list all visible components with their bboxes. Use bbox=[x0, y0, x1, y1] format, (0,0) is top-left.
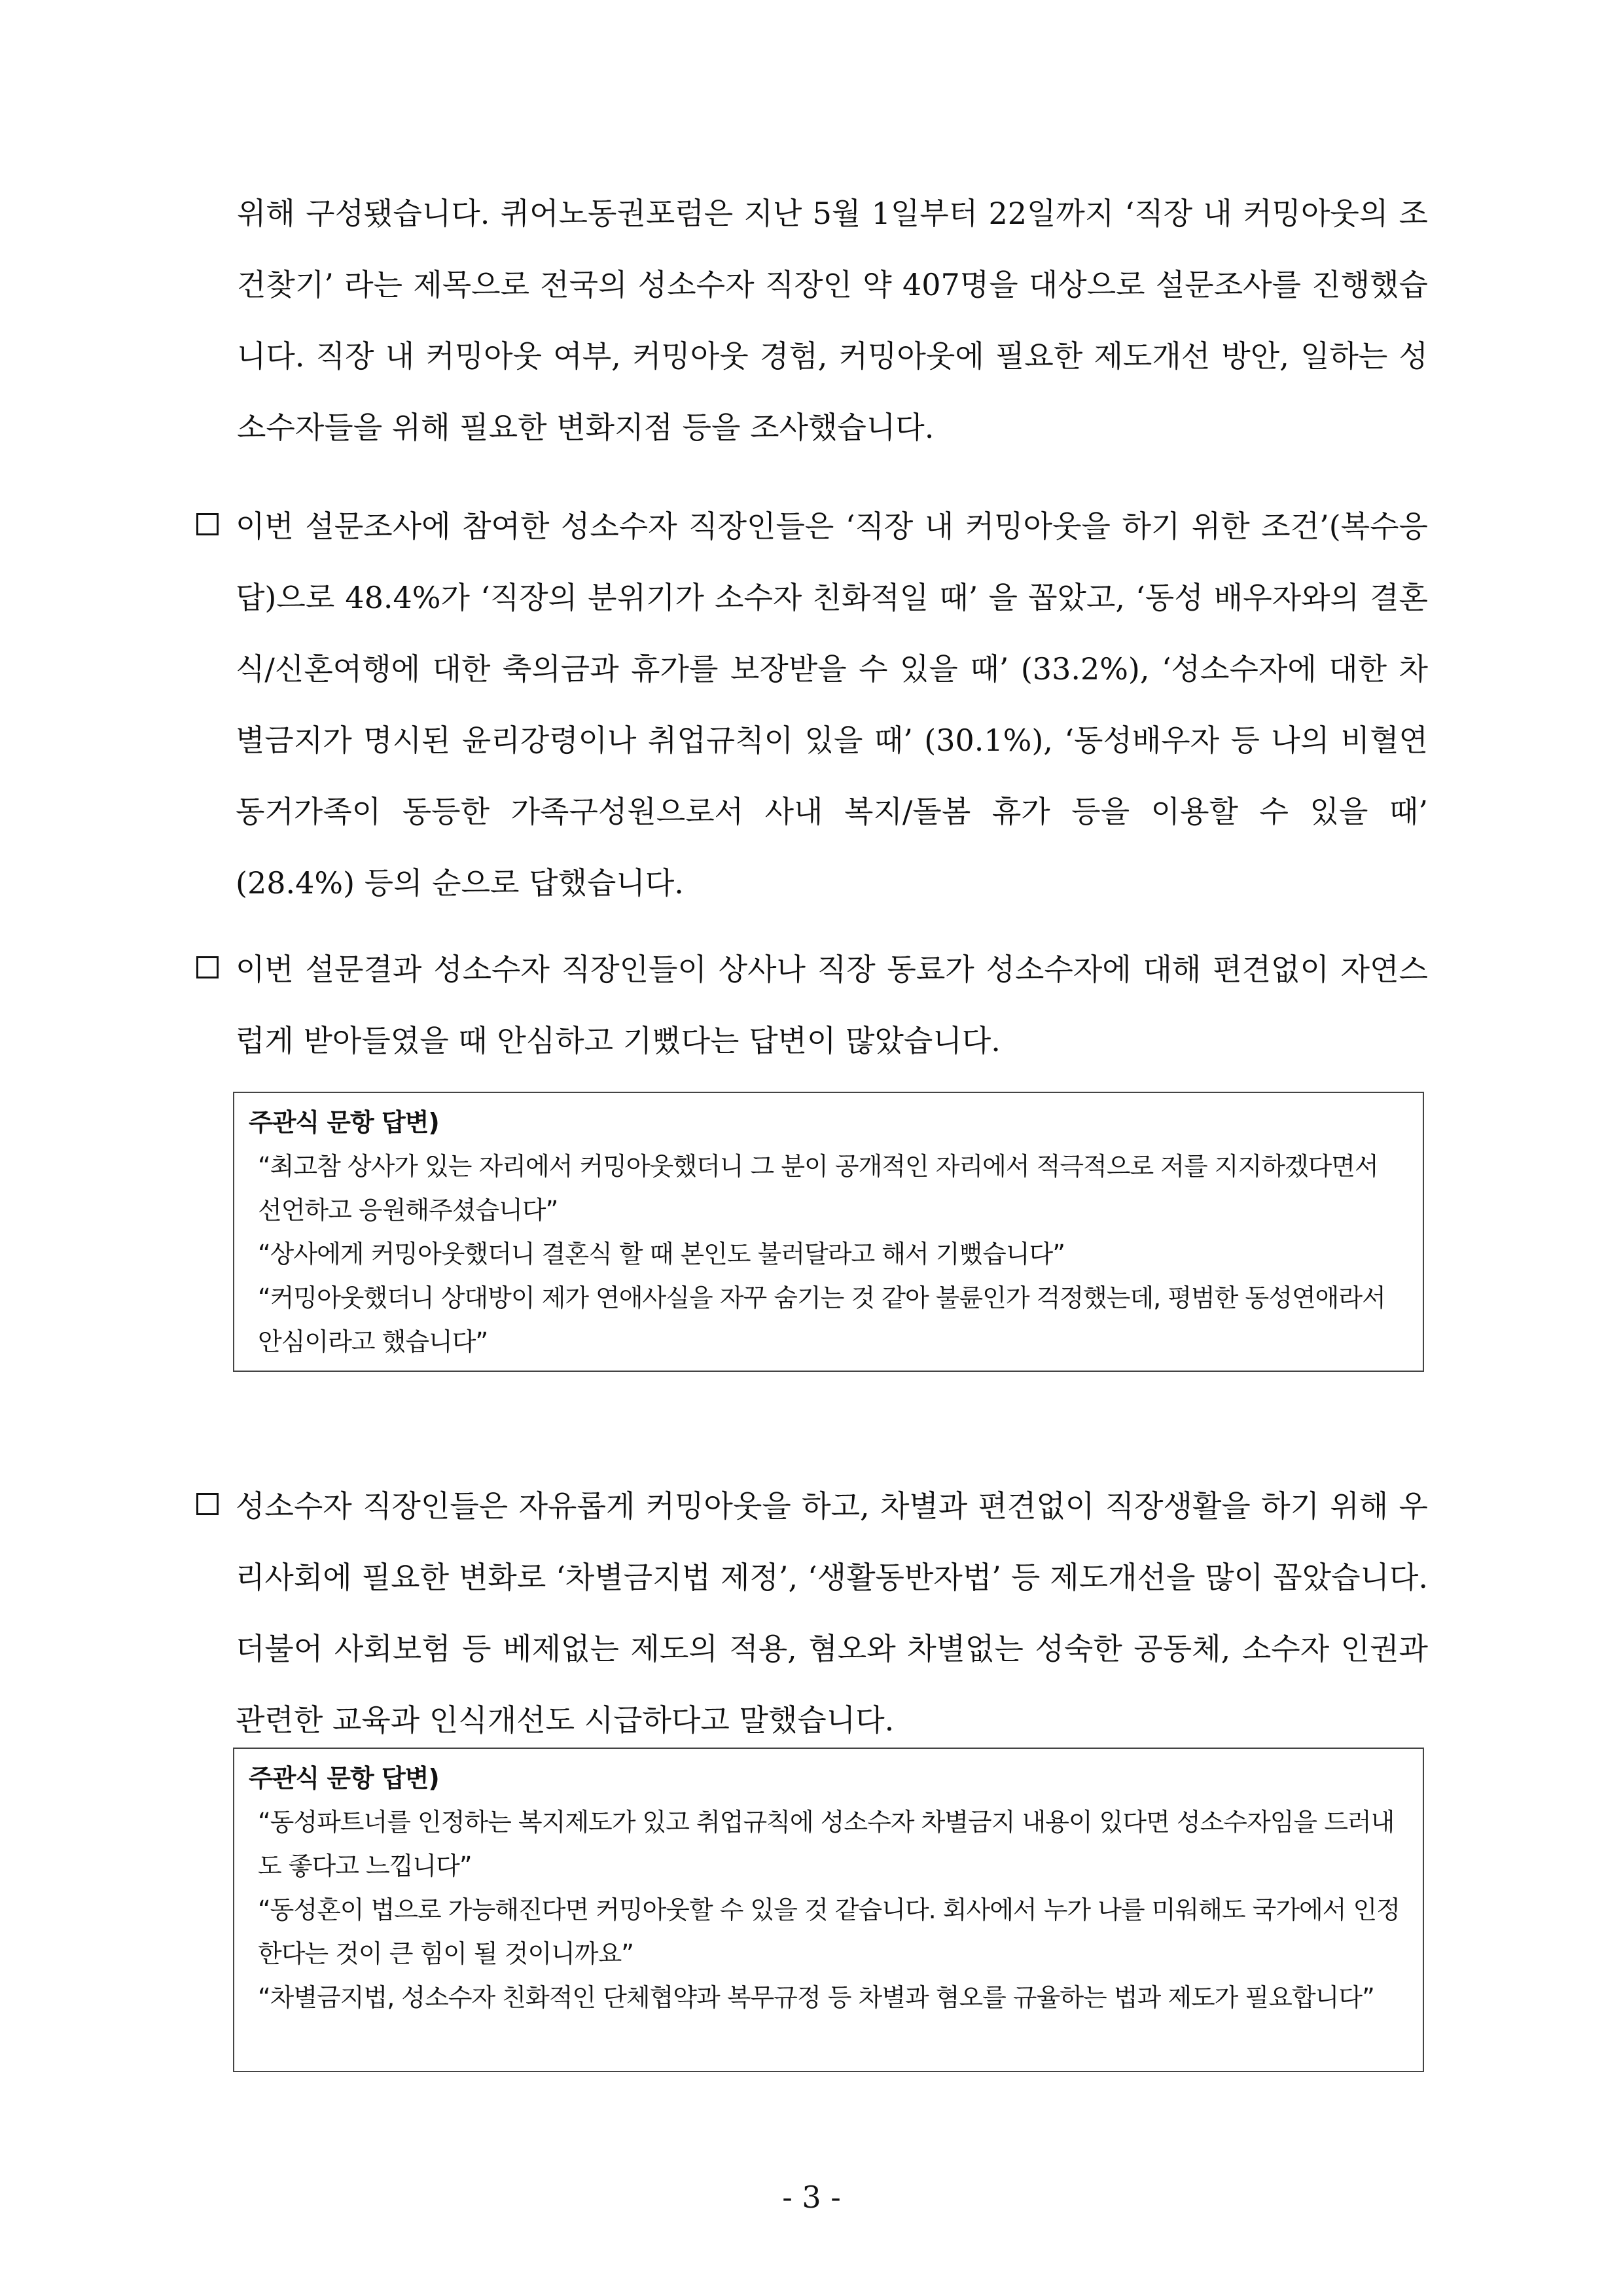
section-acceptance bbox=[196, 934, 1428, 1077]
section-changes-text: 성소수자 직장인들은 자유롭게 커밍아웃을 하고, 차별과 편견없이 직장생활을 하기 위해 우리사회에 필요한 변화로 ‘차별금지법 제정’, ‘생활동반자법’ 등 제도개선을 많이 꼽았습니다. 더불어 사회보험 등 베제없는 제도의 적용, 혐오와 차별없는 성숙한 공동체, 소수자 인권과 관련한 교육과 인식개선도 시급하다고 말했습니다. bbox=[236, 1488, 1428, 1738]
answer-box-1 bbox=[233, 1092, 1424, 1372]
quote-item: “동성파트너를 인정하는 복지제도가 있고 취업규칙에 성소수자 차별금지 내용이 있다면 성소수자임을 드러내도 좋다고 느낍니다” bbox=[258, 1808, 1395, 1880]
answer-box-title: 주관식 문항 답변) bbox=[249, 1108, 439, 1137]
section-acceptance-text: 이번 설문결과 성소수자 직장인들이 상사나 직장 동료가 성소수자에 대해 편견없이 자연스럽게 받아들였을 때 안심하고 기뻤다는 답변이 많았습니다. bbox=[236, 952, 1428, 1058]
page-number: - 3 - bbox=[782, 2179, 841, 2215]
answer-box-2 bbox=[233, 1748, 1424, 2072]
quote-item: “커밍아웃했더니 상대방이 제가 연애사실을 자꾸 숨기는 것 같아 불륜인가 걱정했는데, 평범한 동성연애라서 안심이라고 했습니다” bbox=[258, 1283, 1385, 1356]
intro-paragraph: 위해 구성됐습니다. 퀴어노동권포럼은 지난 5월 1일부터 22일까지 ‘직장 내 커밍아웃의 조건찾기’ 라는 제목으로 전국의 성소수자 직장인 약 407명을 대상으로 설문조사를 진행했습니다. 직장 내 커밍아웃 여부, 커밍아웃 경험, 커밍아웃에 필요한 제도개선 방안, 일하는 성소수자들을 위해 필요한 변화지점 등을 조사했습니다. bbox=[237, 196, 1428, 445]
section-conditions-text: 이번 설문조사에 참여한 성소수자 직장인들은 ‘직장 내 커밍아웃을 하기 위한 조건’(복수응답)으로 48.4%가 ‘직장의 분위기가 소수자 친화적일 때’ 을 꼽았고, ‘동성 배우자와의 결혼식/신혼여행에 대한 축의금과 휴가를 보장받을 수 있을 때’ (33.2%), ‘성소수자에 대한 차별금지가 명시된 윤리강령이나 취업규칙이 있을 때’ (30.1%), ‘동성배우자 등 나의 비혈연 동거가족이 동등한 가족구성원으로서 사내 복지/돌봄 휴가 등을 이용할 수 있을 때’ (28.4%) 등의 순으로 답했습니다. bbox=[236, 509, 1428, 901]
section-conditions bbox=[196, 491, 1428, 919]
section-changes bbox=[196, 1471, 1428, 1756]
checkbox-square-icon bbox=[196, 513, 219, 535]
quote-item: “최고참 상사가 있는 자리에서 커밍아웃했더니 그 분이 공개적인 자리에서 적극적으로 저를 지지하겠다면서 선언하고 응원해주셨습니다” bbox=[258, 1152, 1378, 1225]
quote-item: “상사에게 커밍아웃했더니 결혼식 할 때 본인도 불러달라고 해서 기뻤습니다” bbox=[258, 1240, 1065, 1268]
quote-item: “차별금지법, 성소수자 친화적인 단체협약과 복무규정 등 차별과 혐오를 규율하는 법과 제도가 필요합니다” bbox=[258, 1983, 1374, 2012]
checkbox-square-icon bbox=[196, 1493, 219, 1515]
answer-box-title: 주관식 문항 답변) bbox=[249, 1764, 439, 1793]
quote-item: “동성혼이 법으로 가능해진다면 커밍아웃할 수 있을 것 같습니다. 회사에서 누가 나를 미워해도 국가에서 인정한다는 것이 큰 힘이 될 것이니까요” bbox=[258, 1895, 1400, 1968]
checkbox-square-icon bbox=[196, 956, 219, 978]
